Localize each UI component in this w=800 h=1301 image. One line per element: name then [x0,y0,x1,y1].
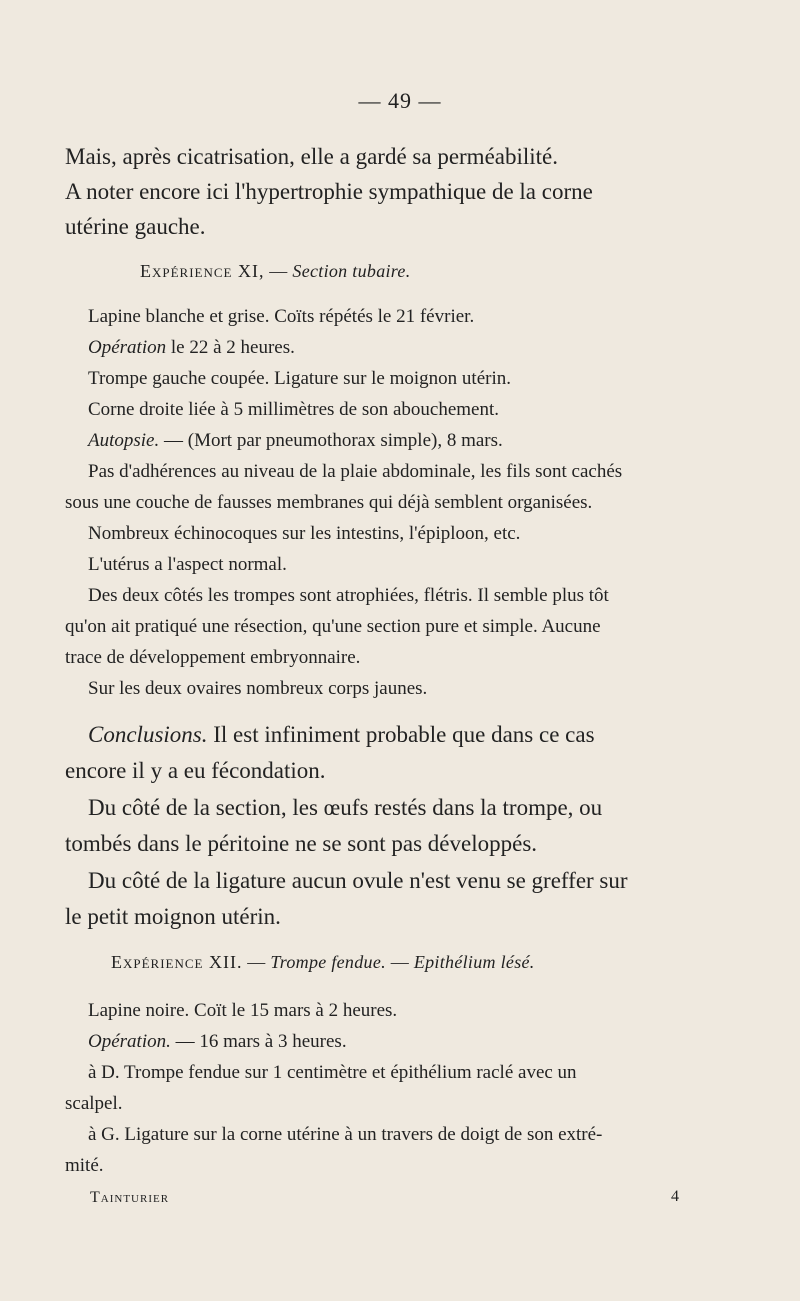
body-line [88,338,295,357]
body-line: Pas d'adhérences au niveau de la plaie abdominale, les fils sont cachés [88,461,623,482]
signature-mark: Tainturier [90,1189,170,1206]
body-line: Des deux côtés les trompes sont atrophiées, flétris. Il semble plus tôt [88,585,609,606]
conclusions-line: Du côté de la ligature aucun ovule n'est venu se greffer sur [88,868,628,893]
body-line: Corne droite liée à 5 millimètres de son abouchement. [88,399,500,420]
body-line: A noter encore ici l'hypertrophie sympathique de la corne [65,179,593,204]
body-line [88,1032,347,1051]
body-line: à D. Trompe fendue sur 1 centimètre et épithélium raclé avec un [88,1062,577,1083]
body-line [88,431,503,450]
experience-subtitle: Epithélium lésé. [413,952,535,972]
heading-dash: — [385,952,414,972]
autopsie-label: Autopsie. [88,430,160,451]
heading-dash: — [264,261,293,281]
heading-dash: — [242,952,271,972]
line-text: — (Mort par pneumothorax simple), 8 mars. [159,430,503,451]
line-text: — 16 mars à 3 heures. [170,1031,347,1052]
line-text: Il est infiniment probable que dans ce cas [207,722,595,747]
sheet-number: 4 [671,1188,680,1205]
body-line: Sur les deux ovaires nombreux corps jaunes. [88,678,428,699]
body-line: qu'on ait pratiqué une résection, qu'une section pure et simple. Aucune [65,616,601,637]
experience-subtitle: Trompe fendue. [270,952,386,972]
body-line: utérine gauche. [65,214,206,239]
conclusions-label: Conclusions. [88,722,208,747]
body-line: scalpel. [65,1093,123,1114]
operation-label: Opération. [88,1031,171,1052]
body-line: mité. [65,1155,104,1176]
experience-label: Expérience XI, [140,261,265,281]
body-line: Lapine blanche et grise. Coïts répétés le 21 février. [88,306,475,327]
experience-12-heading [111,953,535,971]
conclusions-line: le petit moignon utérin. [65,904,281,929]
body-line: trace de développement embryonnaire. [65,647,361,668]
experience-11-heading [140,262,411,280]
body-line: sous une couche de fausses membranes qui déjà semblent organisées. [65,492,593,513]
line-text: le 22 à 2 heures. [170,337,295,358]
conclusions-line: Du côté de la section, les œufs restés dans la trompe, ou [88,795,603,820]
body-line: à G. Ligature sur la corne utérine à un travers de doigt de son extré- [88,1124,603,1145]
page-number: — 49 — [358,88,442,113]
conclusions-line [88,723,595,746]
operation-label: Opération [88,337,167,358]
conclusions-line: encore il y a eu fécondation. [65,758,326,783]
body-line: Nombreux échinocoques sur les intestins, l'épiploon, etc. [88,523,521,544]
experience-label: Expérience XII. [111,952,243,972]
experience-subtitle: Section tubaire. [292,261,411,281]
conclusions-line: tombés dans le péritoine ne se sont pas développés. [65,831,538,856]
body-line: Mais, après cicatrisation, elle a gardé sa perméabilité. [65,144,559,169]
body-line: L'utérus a l'aspect normal. [88,554,287,575]
body-line: Trompe gauche coupée. Ligature sur le moignon utérin. [88,368,511,389]
body-line: Lapine noire. Coït le 15 mars à 2 heures. [88,1000,398,1021]
